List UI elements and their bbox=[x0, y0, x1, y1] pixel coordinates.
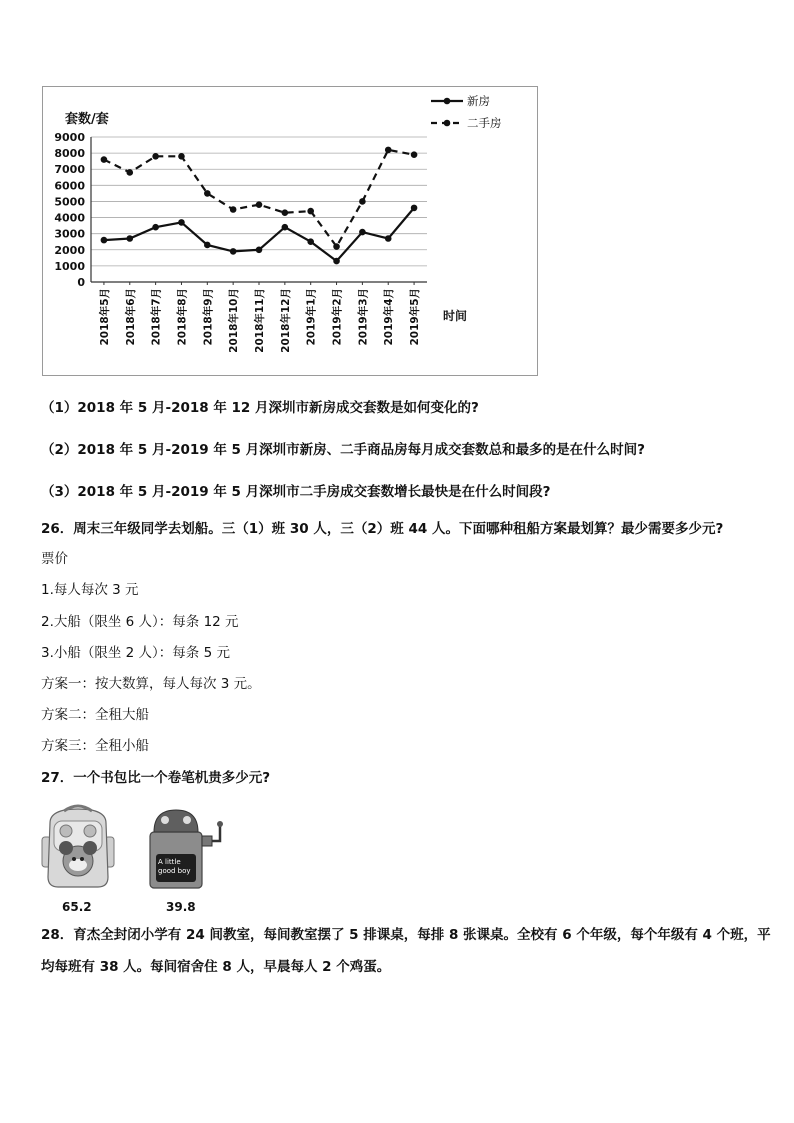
data-point-1 bbox=[178, 153, 185, 160]
y-tick-label: 1000 bbox=[54, 259, 85, 273]
data-point-0 bbox=[411, 205, 418, 212]
legend-marker bbox=[444, 120, 451, 127]
data-point-1 bbox=[152, 153, 159, 160]
data-point-0 bbox=[307, 238, 314, 245]
x-tick-label: 2019年2月 bbox=[331, 288, 344, 346]
data-point-1 bbox=[101, 156, 108, 163]
x-tick-label: 2019年3月 bbox=[357, 288, 370, 346]
data-point-0 bbox=[152, 224, 159, 231]
y-tick-label: 8000 bbox=[54, 147, 85, 161]
legend-label: 新房 bbox=[467, 94, 490, 108]
y-tick-label: 6000 bbox=[54, 179, 85, 193]
data-point-1 bbox=[256, 201, 263, 208]
ticket-item-3: 3.小船（限坐 2 人）：每条 5 元 bbox=[41, 645, 230, 661]
x-tick-label: 2019年4月 bbox=[383, 288, 396, 346]
sharpener-price: 39.8 bbox=[166, 900, 196, 914]
x-tick-label: 2018年8月 bbox=[176, 288, 189, 346]
data-point-1 bbox=[204, 190, 211, 197]
x-tick-label: 2018年6月 bbox=[124, 288, 137, 346]
problem-27-title: 27．一个书包比一个卷笔机贵多少元? bbox=[41, 770, 271, 786]
data-point-0 bbox=[359, 229, 366, 236]
y-tick-label: 0 bbox=[77, 276, 85, 289]
data-point-0 bbox=[256, 246, 263, 253]
data-point-0 bbox=[385, 235, 392, 242]
ticket-item-1: 1.每人每次 3 元 bbox=[41, 582, 139, 598]
ticket-item-2: 2.大船（限坐 6 人）：每条 12 元 bbox=[41, 614, 239, 630]
x-tick-label: 2019年1月 bbox=[305, 288, 318, 346]
plan-3: 方案三：全租小船 bbox=[41, 738, 149, 754]
x-tick-label: 2018年11月 bbox=[254, 288, 266, 353]
y-tick-label: 4000 bbox=[54, 211, 85, 225]
legend-label: 二手房 bbox=[467, 116, 502, 130]
plan-2: 方案二：全租大船 bbox=[41, 707, 149, 723]
chart-svg bbox=[43, 87, 537, 375]
data-point-0 bbox=[333, 258, 340, 265]
y-tick-label: 2000 bbox=[54, 243, 85, 257]
problem-28-line-2: 均每班有 38 人。每间宿舍住 8 人，早晨每人 2 个鸡蛋。 bbox=[41, 959, 391, 975]
line-chart bbox=[42, 86, 538, 376]
data-point-0 bbox=[178, 219, 185, 226]
problem-28-line-1: 28．育杰全封闭小学有 24 间教室，每间教室摆了 5 排课桌，每排 8 张课桌。全校有 6 个年级，每个年级有 4 个班，平 bbox=[41, 927, 771, 943]
x-axis-label: 时间 bbox=[443, 309, 468, 323]
legend-marker bbox=[444, 98, 451, 105]
x-tick-label: 2018年10月 bbox=[228, 288, 241, 353]
data-point-1 bbox=[126, 169, 133, 176]
data-point-0 bbox=[101, 237, 108, 244]
x-tick-label: 2018年9月 bbox=[202, 288, 215, 346]
series-line-1 bbox=[104, 150, 414, 247]
data-point-0 bbox=[230, 248, 237, 255]
y-tick-label: 7000 bbox=[54, 163, 85, 177]
y-tick-label: 9000 bbox=[54, 131, 85, 144]
y-axis-label: 套数/套 bbox=[65, 112, 109, 127]
backpack-image bbox=[40, 803, 116, 889]
x-tick-label: 2018年5月 bbox=[98, 288, 111, 346]
data-point-1 bbox=[230, 206, 237, 213]
sharpener-text-1: A little bbox=[158, 858, 181, 866]
question-2: （2）2018 年 5 月-2019 年 5 月深圳市新房、二手商品房每月成交套数总和最多的是在什么时间? bbox=[41, 442, 645, 458]
data-point-1 bbox=[333, 243, 340, 250]
y-tick-label: 5000 bbox=[54, 195, 85, 209]
x-tick-label: 2018年7月 bbox=[150, 288, 163, 346]
sharpener-text-2: good boy bbox=[158, 867, 191, 875]
question-3: （3）2018 年 5 月-2019 年 5 月深圳市二手房成交套数增长最快是在什么时间段? bbox=[41, 484, 551, 500]
data-point-1 bbox=[359, 198, 366, 205]
data-point-1 bbox=[411, 151, 418, 158]
y-tick-label: 3000 bbox=[54, 227, 85, 241]
pencil-sharpener-image bbox=[140, 806, 224, 890]
data-point-1 bbox=[385, 147, 392, 154]
problem-26-title: 26．周末三年级同学去划船。三（1）班 30 人，三（2）班 44 人。下面哪种租船方案最划算？最少需要多少元? bbox=[41, 521, 724, 537]
question-1: （1）2018 年 5 月-2018 年 12 月深圳市新房成交套数是如何变化的? bbox=[41, 400, 479, 416]
backpack-price: 65.2 bbox=[62, 900, 92, 914]
data-point-1 bbox=[282, 209, 289, 216]
x-tick-label: 2018年12月 bbox=[279, 288, 292, 353]
plan-1: 方案一：按大数算，每人每次 3 元。 bbox=[41, 676, 261, 692]
ticket-label: 票价 bbox=[41, 551, 68, 567]
data-point-1 bbox=[307, 208, 314, 215]
data-point-0 bbox=[204, 242, 211, 249]
series-line-0 bbox=[104, 208, 414, 261]
data-point-0 bbox=[126, 235, 133, 242]
x-tick-label: 2019年5月 bbox=[409, 288, 422, 346]
data-point-0 bbox=[282, 224, 289, 231]
